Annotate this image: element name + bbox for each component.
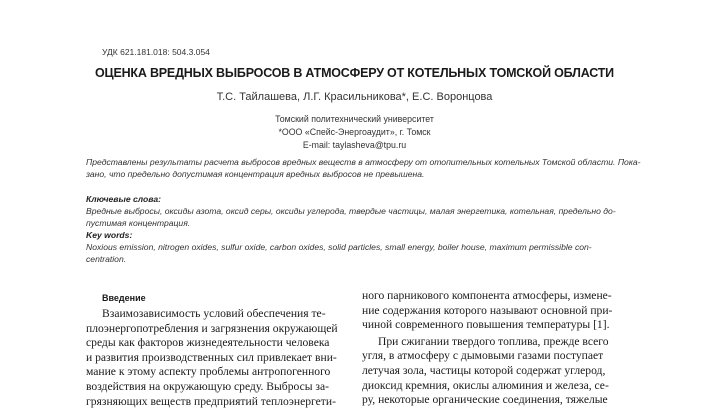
right-line: угля, в атмосферу с дымовыми газами поступает — [362, 349, 604, 363]
keywords-en-line: Noxious emission, nitrogen oxides, sulfur oxide, carbon oxides, solid particles, small energy, boiler house, maximum permissible con- — [86, 242, 592, 252]
keywords-en-line: centration. — [86, 254, 127, 264]
left-line: плоэнергопотребления и загрязнения окружающей — [86, 321, 338, 335]
left-line: и развития производственных сил привлекает вни- — [86, 350, 337, 364]
affiliation-email: E-mail: taylasheva@tpu.ru — [302, 140, 407, 150]
right-line: ние содержания которого называют основной при- — [362, 303, 613, 317]
left-line: среды как факторов жизнедеятельности человека — [86, 336, 330, 350]
right-line: чиной современного повышения температуры [1]. — [362, 318, 610, 332]
right-column — [362, 289, 622, 408]
abstract — [86, 156, 641, 180]
right-line: При сжигании твердого топлива, прежде всего — [378, 334, 609, 348]
right-line: ру, некоторые органические соединения, тяжелые — [362, 393, 608, 407]
abstract-line: Представлены результаты расчета выбросов вредных веществ в атмосферу от отопительных котельных Томской области. Пока- — [86, 157, 641, 167]
keywords-ru-heading: Ключевые слова: — [86, 194, 161, 204]
keywords-en-heading: Key words: — [86, 230, 133, 240]
abstract-line: зано, что предельно допустимая концентрация вредных выбросов не превышена. — [86, 169, 425, 179]
right-line: диоксид кремния, окислы алюминия и железа, се- — [362, 378, 609, 392]
keywords-ru-line: пустимая концентрация. — [86, 218, 191, 228]
left-line: грязняющих веществ предприятий теплоэнергети- — [86, 394, 336, 408]
section-heading-intro: Введение — [102, 293, 146, 303]
left-line: мание к этому аспекту проблемы антропогенного — [86, 365, 331, 379]
keywords-en — [86, 241, 626, 265]
left-column — [86, 307, 346, 409]
paper-title: ОЦЕНКА ВРЕДНЫХ ВЫБРОСОВ В АТМОСФЕРУ ОТ КОТЕЛЬНЫХ ТОМСКОЙ ОБЛАСТИ — [95, 66, 614, 80]
affiliation-1: Томский политехнический университет — [275, 114, 434, 124]
keywords-ru-line: Вредные выбросы, оксиды азота, оксид серы, оксиды углерода, твердые частицы, малая энергетика, котельная, предельно до- — [86, 206, 616, 216]
affiliation-2: *ООО «Спейс-Энергоаудит», г. Томск — [278, 127, 431, 137]
left-line: воздействия на окружающую среду. Выбросы за- — [86, 379, 329, 393]
udk-code: УДК 621.181.018: 504.3.054 — [102, 47, 210, 57]
authors: Т.С. Тайлашева, Л.Г. Красильникова*, Е.С. Воронцова — [216, 91, 493, 103]
right-line: летучая зола, частицы которой содержат углерод, — [362, 363, 606, 377]
left-line: Взаимозависимость условий обеспечения те- — [102, 307, 326, 320]
right-line: ного парникового компонента атмосферы, измене- — [362, 289, 612, 302]
keywords-ru — [86, 205, 626, 229]
